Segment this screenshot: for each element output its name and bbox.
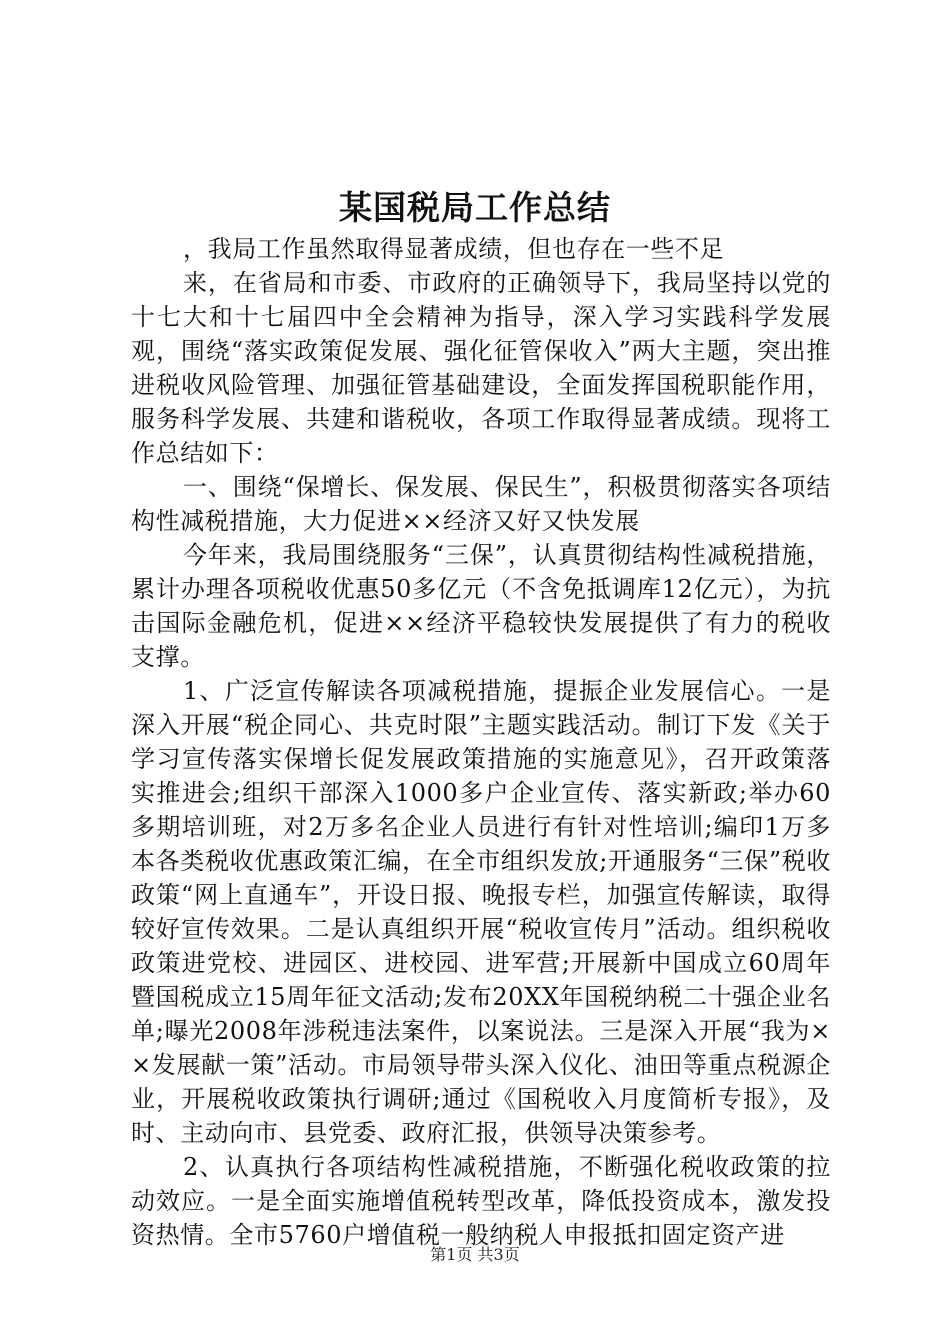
paragraph-summary: 今年来，我局围绕服务“三保”，认真贯彻结构性减税措施，累计办理各项税收优惠50多亿元（不含免抵调库12亿元），为抗击国际金融危机，促进××经济平稳较快发展提供了有力的税收支撑。 — [131, 541, 831, 671]
page-footer: 第1页 共3页 — [430, 1245, 520, 1264]
paragraph-item-1: 1、广泛宣传解读各项减税措施，提振企业发展信心。一是深入开展“税企同心、共克时限”主题实践活动。制订下发《关于学习宣传落实保增长促发展政策措施的实施意见》，召开政策落实推进会;组织干部深入1000多户企业宣传、落实新政;举办60多期培训班，对2万多名企业人员进行有针对性培训;编印1万多本各类税收优惠政策汇编，在全市组织发放;开通服务“三保”税收政策“网上直通车”，开设日报、晚报专栏，加强宣传解读，取得较好宣传效果。二是认真组织开展“税收宣传月”活动。组织税收政策进党校、进园区、进校园、进军营;开展新中国成立60周年暨国税成立15周年征文活动;发布20XX年国税纳税二十强企业名单;曝光2008年涉税违法案件，以案说法。三是深入开展“我为××发展献一策”活动。市局领导带头深入仪化、油田等重点税源企业，开展税收政策执行调研;通过《国税收入月度简析专报》，及时、主动向市、县党委、政府汇报，供领导决策参考。 — [131, 677, 831, 1147]
paragraph-overview: 来，在省局和市委、市政府的正确领导下，我局坚持以党的十七大和十七届四中全会精神为指导，深入学习实践科学发展观，围绕“落实政策促发展、强化征管保收入”两大主题，突出推进税收风险管理、加强征管基础建设，全面发挥国税职能作用，服务科学发展、共建和谐税收，各项工作取得显著成绩。现将工作总结如下： — [131, 269, 831, 467]
document-body — [131, 232, 831, 1252]
document-title: 某国税局工作总结 — [339, 188, 611, 227]
paragraph-item-2: 2、认真执行各项结构性减税措施，不断强化税收政策的拉动效应。一是全面实施增值税转型改革，降低投资成本，激发投资热情。全市5760户增值税一般纳税人申报抵扣固定资产进 — [131, 1153, 831, 1249]
paragraph-intro: ，我局工作虽然取得显著成绩，但也存在一些不足 — [183, 235, 725, 263]
section-heading-1: 一、围绕“保增长、保发展、保民生”，积极贯彻落实各项结构性减税措施，大力促进××经济又好又快发展 — [131, 473, 831, 535]
